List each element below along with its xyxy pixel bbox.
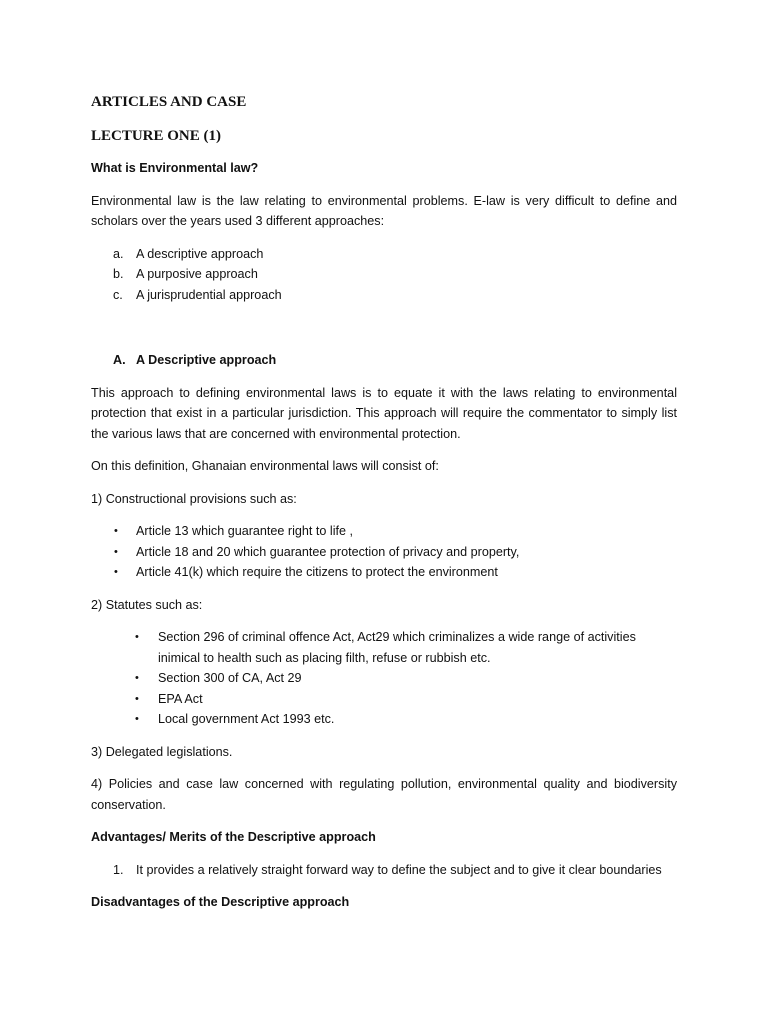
- document-title: ARTICLES AND CASE: [91, 94, 247, 110]
- list-item-text: EPA Act: [158, 691, 203, 706]
- constitutional-heading: 1) Constructional provisions such as:: [91, 491, 297, 506]
- statutes-heading: 2) Statutes such as:: [91, 597, 203, 612]
- advantages-heading: Advantages/ Merits of the Descriptive approach: [91, 830, 376, 844]
- descriptive-paragraph: This approach to defining environmental laws is to equate it with the laws relating to environmental protection that exist in a particular jurisdiction. This approach will require the commentator to simply list the various laws that are concerned with environmental protection.: [91, 385, 677, 441]
- list-item: [91, 521, 677, 542]
- list-item: [91, 668, 677, 689]
- lecture-heading: LECTURE ONE (1): [91, 128, 222, 144]
- question-heading: What is Environmental law?: [91, 161, 259, 175]
- section-title: A Descriptive approach: [136, 353, 277, 367]
- list-item-text: Article 41(k) which require the citizens to protect the environment: [136, 565, 498, 579]
- list-item: [91, 264, 677, 285]
- bullet-icon: •: [135, 672, 139, 684]
- bullet-icon: •: [114, 545, 118, 558]
- disadvantages-heading: Disadvantages of the Descriptive approach: [91, 895, 350, 909]
- list-item: [91, 860, 677, 881]
- list-item-text: Local government Act 1993 etc.: [158, 712, 335, 726]
- list-item-text: A descriptive approach: [136, 246, 264, 261]
- section-marker: A.: [113, 353, 126, 367]
- policies-paragraph: 4) Policies and case law concerned with regulating pollution, environmental quality and biodiversity conservation.: [91, 777, 677, 812]
- list-marker: c.: [113, 287, 123, 302]
- list-item: [91, 285, 677, 306]
- list-item-text: Article 18 and 20 which guarantee protection of privacy and property,: [136, 544, 520, 559]
- bullet-icon: •: [135, 631, 139, 643]
- list-item: [91, 627, 677, 668]
- document-content: [91, 92, 677, 925]
- list-marker: a.: [113, 246, 124, 261]
- list-item: [91, 689, 677, 710]
- approaches-list: [91, 244, 677, 306]
- list-item: [91, 562, 677, 583]
- bullet-icon: •: [135, 692, 139, 705]
- advantages-list: [91, 860, 677, 881]
- bullet-icon: •: [135, 713, 139, 725]
- section-a-heading: [91, 350, 677, 371]
- list-item-text: A jurisprudential approach: [136, 287, 282, 302]
- bullet-icon: •: [114, 566, 118, 578]
- list-item: [91, 542, 677, 563]
- list-item-text: It provides a relatively straight forward way to define the subject and to give it clear boundaries: [136, 862, 662, 877]
- list-item-text: A purposive approach: [136, 267, 258, 281]
- list-marker: b.: [113, 267, 124, 281]
- list-marker: 1.: [113, 862, 124, 877]
- list-item-text: Section 296 of criminal offence Act, Act29 which criminalizes a wide range of activities inimical to health such as placing filth, refuse or rubbish etc.: [158, 630, 636, 665]
- list-item-text: Section 300 of CA, Act 29: [158, 671, 302, 685]
- statutes-list: [91, 627, 677, 730]
- list-item: [91, 244, 677, 265]
- constitutional-list: [91, 521, 677, 583]
- delegated-legislations: 3) Delegated legislations.: [91, 744, 233, 759]
- list-item-text: Article 13 which guarantee right to life ,: [136, 524, 354, 538]
- definition-paragraph: On this definition, Ghanaian environmental laws will consist of:: [91, 459, 439, 473]
- bullet-icon: •: [114, 525, 118, 537]
- intro-paragraph: Environmental law is the law relating to environmental problems. E-law is very difficult to define and scholars over the years used 3 different approaches:: [91, 193, 677, 228]
- list-item: [91, 709, 677, 730]
